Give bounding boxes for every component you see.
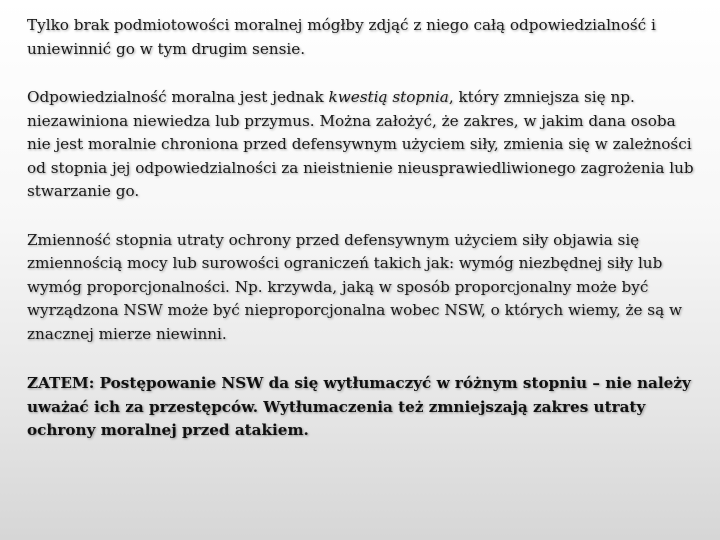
emphasized-term: kwestią stopnia <box>328 88 449 106</box>
paragraph-variability-of-protection: Zmienność stopnia utraty ochrony przed defensywnym użyciem siły objawia się zmiennością mocy lub surowości ograniczeń takich jak: wymóg niezbędnej siły lub wymóg proporcjonalności. Np. krzywda, jaką w sposób proporcjonalny może być wyrządzona NSW może być nieproporcjonalna wobec NSW, o których wiemy, że są w znacznej mierze niewinni. <box>27 230 682 343</box>
slide-content <box>27 14 697 466</box>
paragraph-text-before: Odpowiedzialność moralna jest jednak <box>27 88 329 106</box>
paragraph-conclusion: ZATEM: Postępowanie NSW da się wytłumaczyć w różnym stopniu – nie należy uważać ich za przestępców. Wytłumaczenia też zmniejszają zakres utraty ochrony moralnej przed atakiem. <box>27 374 691 439</box>
paragraph-responsibility-intro: Tylko brak podmiotowości moralnej mógłby zdjąć z niego całą odpowiedzialność i uniewinnić go w tym drugim sensie. <box>27 16 656 58</box>
paragraph-degree-of-responsibility <box>27 86 697 204</box>
paragraph-text-after: , który zmniejsza się np. niezawiniona niewiedza lub przymus. Można założyć, że zakres, w jakim dana osoba nie jest moralnie chroniona przed defensywnym użyciem siły, zmienia się w zależności od stopnia jej odpowiedzialności za nieistnienie nieusprawiedliwionego zagrożenia lub stwarzanie go. <box>27 88 694 200</box>
